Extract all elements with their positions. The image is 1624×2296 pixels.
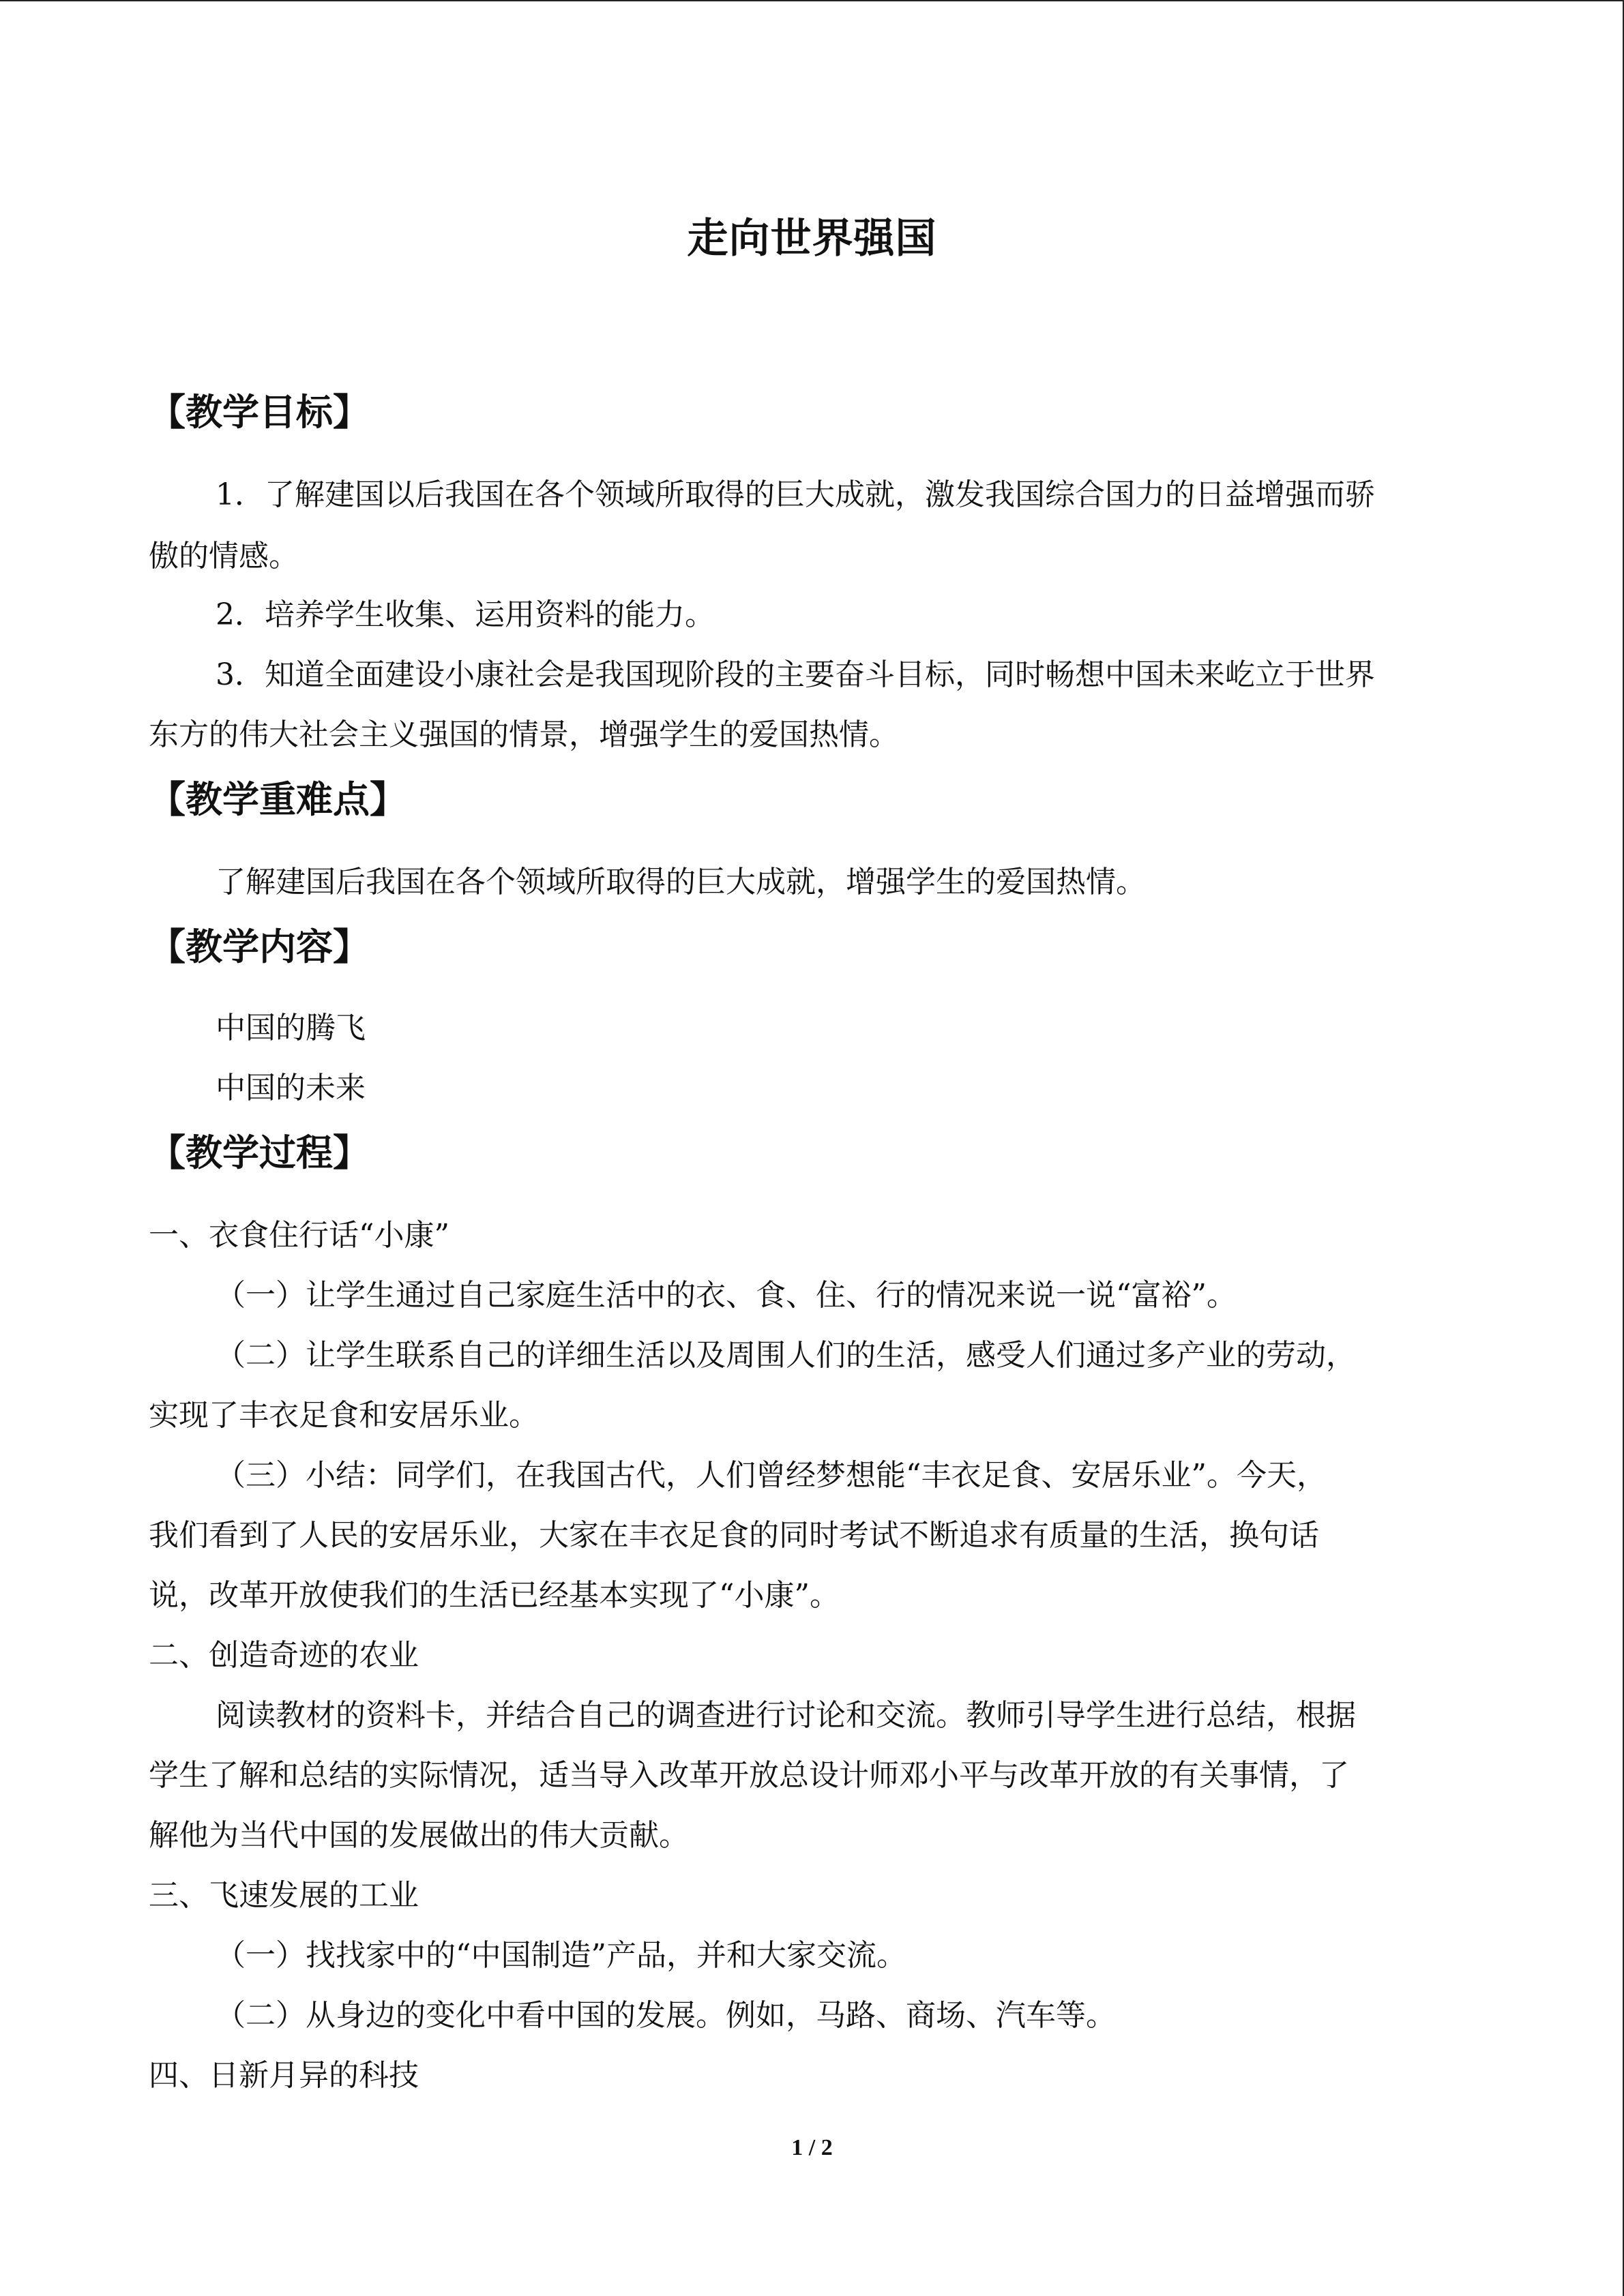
process-part-2-title: 二、创造奇迹的农业	[149, 1638, 419, 1673]
objective-item-3-line-1: 3．知道全面建设小康社会是我国现阶段的主要奋斗目标，同时畅想中国未来屹立于世界	[216, 657, 1375, 692]
process-part-1-title: 一、衣食住行话“小康”	[149, 1218, 449, 1253]
process-part-3-b: （二）从身边的变化中看中国的发展。例如，马路、商场、汽车等。	[216, 1998, 1116, 2033]
document-title: 走向世界强国	[687, 215, 937, 263]
process-part-1-b-line-2: 实现了丰衣足食和安居乐业。	[149, 1398, 539, 1433]
objective-item-1-line-1: 1．了解建国以后我国在各个领域所取得的巨大成就，激发我国综合国力的日益增强而骄	[216, 477, 1375, 512]
section-heading-objectives: 【教学目标】	[149, 391, 370, 434]
process-part-1-c-line-1: （三）小结：同学们，在我国古代，人们曾经梦想能“丰衣足食、安居乐业”。今天，	[216, 1458, 1327, 1493]
content-item-2: 中国的未来	[216, 1071, 366, 1105]
section-heading-content: 【教学内容】	[149, 925, 370, 968]
objective-item-2: 2．培养学生收集、运用资料的能力。	[216, 597, 715, 632]
process-part-4-title: 四、日新月异的科技	[149, 2058, 419, 2093]
process-part-1-c-line-2: 我们看到了人民的安居乐业，大家在丰衣足食的同时考试不断追求有质量的生活，换句话	[149, 1518, 1319, 1553]
process-part-1-c-line-3: 说，改革开放使我们的生活已经基本实现了“小康”。	[149, 1578, 840, 1613]
process-part-3-title: 三、飞速发展的工业	[149, 1878, 419, 1913]
process-part-3-a: （一）找找家中的“中国制造”产品，并和大家交流。	[216, 1938, 906, 1973]
objective-item-1-line-2: 傲的情感。	[149, 539, 299, 573]
process-part-1-a: （一）让学生通过自己家庭生活中的衣、食、住、行的情况来说一说“富裕”。	[216, 1278, 1237, 1313]
page-number: 1 / 2	[791, 2135, 833, 2160]
key-points-text: 了解建国后我国在各个领域所取得的巨大成就，增强学生的爱国热情。	[216, 865, 1146, 899]
section-heading-process: 【教学过程】	[149, 1131, 370, 1174]
objective-item-3-line-2: 东方的伟大社会主义强国的情景，增强学生的爱国热情。	[149, 717, 899, 752]
content-item-1: 中国的腾飞	[216, 1011, 366, 1045]
process-part-2-line-1: 阅读教材的资料卡，并结合自己的调查进行讨论和交流。教师引导学生进行总结，根据	[216, 1698, 1356, 1733]
process-part-1-b-line-1: （二）让学生联系自己的详细生活以及周围人们的生活，感受人们通过多产业的劳动，	[216, 1338, 1356, 1373]
section-heading-key-points: 【教学重难点】	[149, 778, 407, 821]
process-part-2-line-2: 学生了解和总结的实际情况，适当导入改革开放总设计师邓小平与改革开放的有关事情，了	[149, 1758, 1349, 1793]
process-part-2-line-3: 解他为当代中国的发展做出的伟大贡献。	[149, 1818, 689, 1853]
